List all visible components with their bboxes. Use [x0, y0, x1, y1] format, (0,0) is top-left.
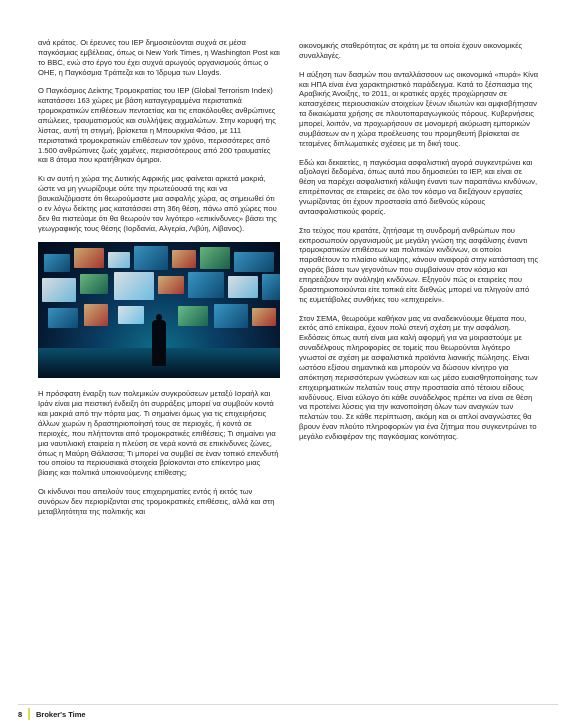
paragraph: Στο τεύχος που κρατάτε, ζητήσαμε τη συνδρομή ανθρώπων που εκπροσωπούν οργανισμούς με μεγάλη γνώση της ασφάλισης έναντι τρομοκρατικών επιθέσεων και πολιτικών κινδύνων, οι οποίοι παραθέτουν το πλαίσιο κάλυψης, κάνουν αναφορά στην κατάσταση της αγοράς βάσει των γεγονότων που συμβαίνουν στον κόσμο και επηρεάζουν την ανάληψη κινδύνων. Εξηγούν πώς οι εταιρείες που δραστηριοποιούνται είτε τοπικά είτε διεθνώς μπορεί να πληγούν από τις ευμετάβολες συνθήκες του «επιχειρείν». [299, 225, 539, 304]
paragraph: Εδώ και δεκαετίες, η παγκόσμια ασφαλιστική αγορά συγκεντρώνει και αξιολογεί δεδομένα, όπως αυτά που δημοσιεύει το IEP, και είναι σε θέση να παρέχει ασφαλιστική κάλυψη έναντι των παραπάνω κινδύνων, επιτρέποντας σε εταιρείες σε όλο τον κόσμο να διεξάγουν εργασίες γνωρίζοντας ότι έχουν προστασία από διεθνούς κύρους αντασφαλιστικούς φορείς. [299, 157, 538, 216]
accent-bar [28, 708, 30, 720]
paragraph: ανά κράτος. Οι έρευνες του IEP δημοσιεύονται συχνά σε μέσα παγκόσμιας εμβέλειας, όπως οι New York Times, η Washington Post και το BBC, ενώ στο έργο του έχει συχνά αρωγούς οργανισμούς όπως ο ΟΗΕ, η Παγκόσμια Τράπεζα και το Ίδρυμα των Lloyds. [38, 38, 280, 77]
paragraph: Η πρόσφατη έναρξη των πολεμικών συγκρούσεων μεταξύ Ισραήλ και Ιράν είναι μια πειστική ένδειξη ότι συρράξεις μπορεί να συμβούν κοντά και μακριά από την πόρτα μας. Τι σημαίνει όμως για τις επιχειρήσεις άλλων χωρών η δραστηριοποίησή τους σε περιοχές, ή κοντά σε περιοχές, που πλήττονται από τρομοκρατικές επιθέσεις; Τι σημαίνει για μια ναυτιλιακή εταιρεία η πλεύση σε νερά κοντά σε επικίνδυνες ζώνες, όπως η Μαύρη Θάλασσα; Τι μπορεί να συμβεί σε έναν τοπικό επενδυτή του οποίου τα περιουσιακά στοιχεία βρίσκονται στο επίκεντρο μιας βίαιης και πολιτικά υποκινούμενης επίθεσης; [38, 389, 279, 478]
right-column [299, 41, 539, 451]
page-footer [18, 701, 558, 727]
article-photo [38, 242, 280, 378]
publication-name: Broker's Time [36, 710, 86, 719]
paragraph: Η αύξηση των δασμών που ανταλλάσσουν ως οικονομικά «πυρά» Κίνα και ΗΠΑ είναι ένα χαρακτηριστικό παράδειγμα. Κατά το ξέσπασμα της Αραβικής Άνοιξης, το 2011, οι κρατικές αρχές προχώρησαν σε κατασχέσεις περιουσιακών στοιχείων ξένων ιδιωτών και αμφισβήτησαν τα δικαιώματα χρήσης σε πλουτοπαραγωγικούς πόρους. Κυβερνήσεις μπορεί, λοιπόν, να προχωρήσουν σε μονομερή ακύρωση εμπορικών συμβάσεων αν η χώρα προέλευσης του προμηθευτή βρίσκεται σε τεταμένες διπλωματικές σχέσεις με τη δική τους. [299, 69, 539, 148]
page-number: 8 [18, 710, 23, 719]
footer-divider [18, 704, 558, 705]
paragraph: Ο Παγκόσμιος Δείκτης Τρομοκρατίας του IEP (Global Terrorism Index) κατατάσσει 163 χώρες με βάση καταγεγραμμένα περιστατικά τρομοκρατικών επιθέσεων πενταετίας και τις επακόλουθες ανθρώπινες απώλειες, τραυματισμούς και συλλήψεις αιχμαλώτων. Στην κορυφή της λίστας, αυτή τη στιγμή, βρίσκεται η Μπουρκίνα Φάσο, με 111 περιστατικά τρομοκρατικών επιθέσεων τον χρόνο, περισσότερες από 1.500 ανθρώπινες ζωές χαμένες, περισσότερους από 200 τραυματίες και 8 άτομα που κρατήθηκαν όμηροι. [38, 86, 276, 165]
paragraph: οικονομικής σταθερότητας σε κράτη με τα οποία έχουν οικονομικές συναλλαγές. [299, 41, 523, 60]
paragraph: Οι κίνδυνοι που απειλούν τους επιχειρηματίες εντός ή εκτός των συνόρων δεν περιορίζονται στις τρομοκρατικές επιθέσεις, αλλά και στη μεταβλητότητα της πολιτικής και [38, 487, 275, 516]
left-column [38, 38, 280, 526]
paragraph: Κι αν αυτή η χώρα της Δυτικής Αφρικής μας φαίνεται αρκετά μακριά, ώστε να μη γνωρίζουμε ούτε την πρωτεύουσά της και να βαυκαλιζόμαστε ότι θεωρούμαστε μια ασφαλής χώρα, ας σημειωθεί ότι ο εν λόγω δείκτης μας κατατάσσει στη 36η θέση, πάνω από χώρες που δεν θα πιστεύαμε ότι θα θεωρούν τον λιγότερο «επικίνδυνες» βάσει της γεωγραφικής τους θέσης (Ιορδανία, Αλγερία, Λιβύη, Λίβανος). [38, 174, 277, 233]
paragraph: Στον ΣΕΜΑ, θεωρούμε καθήκον μας να αναδεικνύουμε θέματα που, εκτός από επίκαιρα, έχουν πολύ στενή σχέση με την ασφάλιση. Εκδόσεις όπως αυτή είναι μια καλή αφορμή για να μοιραστούμε με συναδέλφους πληροφορίες σε τομείς που θεωρούνται λιγότερο γνωστοί σε σχέση με ασφαλιστικά προϊόντα λιανικής πώλησης. Είναι ωστόσο εξίσου σημαντικά και μπορούν να δώσουν κίνητρο για απόκτηση περισσότερων γνώσεων και ως μέσο ευαισθητοποίησης των επιχειρηματικών πελατών τους στην προστασία από τέτοιου είδους κινδύνους. Είναι εύλογο ότι κάθε συνάδελφος πρέπει να είναι σε θέση να προτείνει λύσεις για την ικανοποίηση όλων των αναγκών των πελατών του. Σε κάθε περίπτωση, ακόμη και οι απλοί αναγνώστες θα βρουν έναν πλούτο πληροφοριών για ένα ζήτημα που συγκεντρώνει το μεγάλο ενδιαφέρον της παγκόσμιας κοινότητας. [299, 313, 538, 441]
person-silhouette [152, 314, 166, 366]
